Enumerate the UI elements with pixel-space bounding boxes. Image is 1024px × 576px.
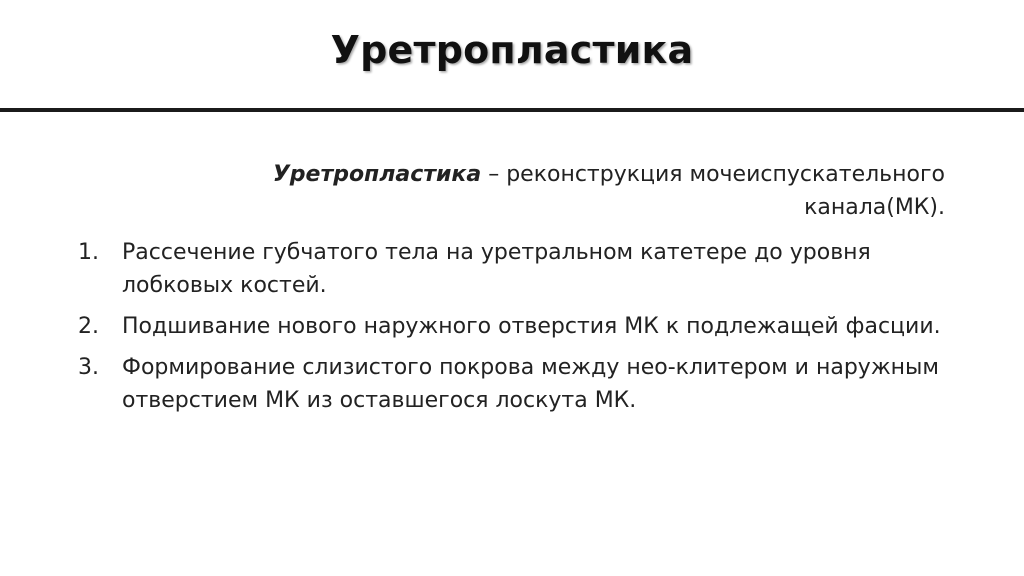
- list-item-number: 3.: [78, 355, 99, 380]
- definition-text-line2: канала(МК).: [804, 195, 945, 220]
- definition-text: – реконструкция мочеиспускательного: [481, 162, 945, 187]
- steps-list: [78, 236, 958, 425]
- definition-paragraph: [150, 158, 945, 224]
- list-item: [78, 351, 958, 417]
- title-divider: [0, 108, 1024, 112]
- list-item: [78, 310, 958, 343]
- list-item: [78, 236, 958, 302]
- list-item-number: 1.: [78, 240, 99, 265]
- slide-title: Уретропластика: [330, 28, 694, 72]
- list-item-number: 2.: [78, 314, 99, 339]
- list-item-text: Рассечение губчатого тела на уретральном катетере до уровня лобковых костей.: [122, 240, 871, 298]
- list-item-text: Формирование слизистого покрова между нео-клитером и наружным отверстием МК из оставшегося лоскута МК.: [122, 355, 939, 413]
- definition-term: Уретропластика: [272, 162, 482, 187]
- list-item-text: Подшивание нового наружного отверстия МК к подлежащей фасции.: [122, 314, 941, 339]
